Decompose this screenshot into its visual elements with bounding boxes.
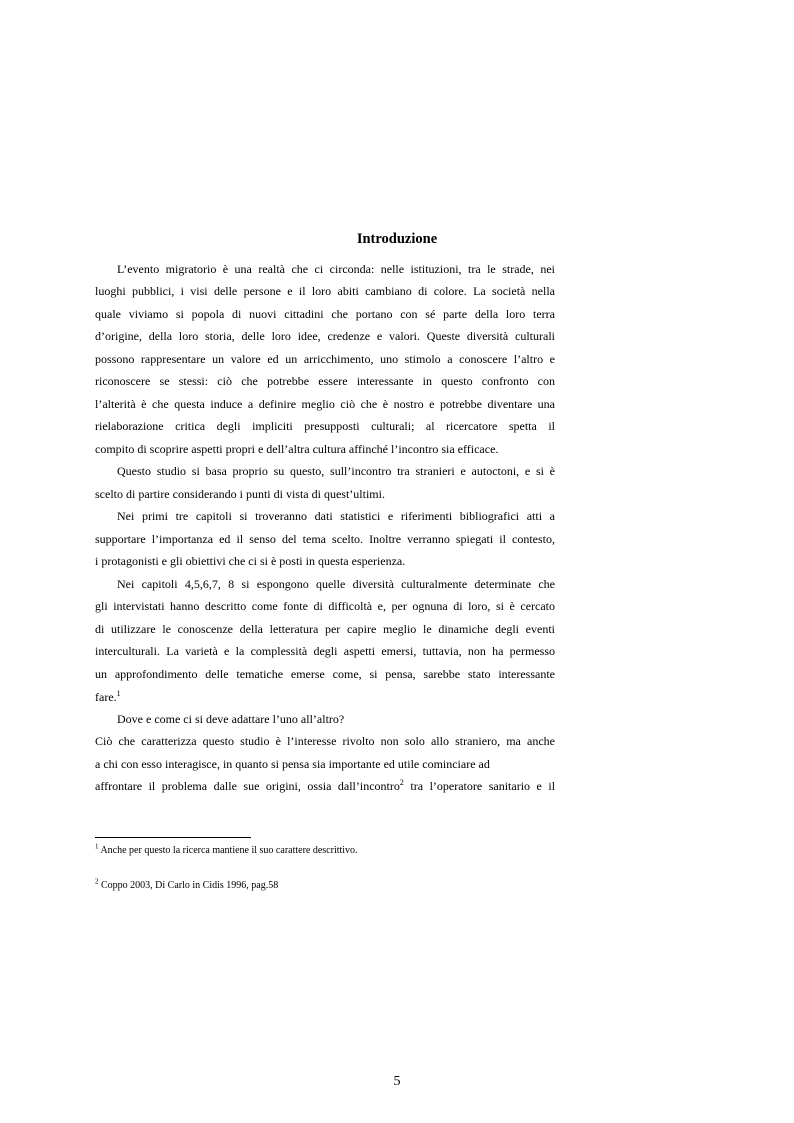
footnote-mark: 1 [95,842,99,851]
text-line: i protagonisti e gli obiettivi che ci si è posti in questa esperienza. [95,554,406,568]
text-line: Ciò che caratterizza questo studio è l’interesse rivolto non solo allo straniero, ma anche [95,734,555,748]
text-line: d’origine, della loro storia, delle loro idee, credenze e valori. Queste diversità culturali [95,329,555,343]
text-line: Questo studio si basa proprio su questo, sull’incontro tra stranieri e autoctoni, e si è [117,464,555,478]
text-fragment: affrontare il problema dalle sue origini, ossia dall’incontro [95,779,400,793]
text-line: L’evento migratorio è una realtà che ci circonda: nelle istituzioni, tra le strade, nei [117,262,555,276]
text-line: un approfondimento delle tematiche emerse come, si pensa, sarebbe stato interessante [95,667,555,681]
text-line: scelto di partire considerando i punti di vista di quest’ultimi. [95,487,385,501]
text-line: l’alterità è che questa induce a definire meglio ciò che è nostro e potrebbe diventare una [95,397,555,411]
text-line: di utilizzare le conoscenze della letteratura per capire meglio le dinamiche degli eventi [95,622,555,636]
text-line: gli intervistati hanno descritto come fonte di difficoltà e, per ognuna di loro, si è cercato [95,599,555,613]
page-title: Introduzione [356,231,438,247]
text-line: Dove e come ci si deve adattare l’uno all’altro? [117,712,345,726]
footnote-reference: 2 [399,778,404,787]
text-line: a chi con esso interagisce, in quanto si pensa sia importante ed utile cominciare ad [95,757,490,771]
text-line [95,690,121,704]
text-line: compito di scoprire aspetti propri e dell’altra cultura affinché l’incontro sia efficace. [95,442,499,456]
text-line: Nei capitoli 4,5,6,7, 8 si espongono quelle diversità culturalmente determinate che [117,577,555,591]
footnote-separator [95,837,251,838]
footnote [95,877,279,892]
footnote-reference: 1 [116,689,121,698]
text-line: supportare l’importanza ed il senso del tema scelto. Inoltre verranno spiegati il contesto, [95,532,555,546]
footnote [95,842,358,857]
footnote-text: Anche per questo la ricerca mantiene il suo carattere descrittivo. [100,845,358,856]
footnote-text: Coppo 2003, Di Carlo in Cidis 1996, pag.58 [101,880,279,891]
text-line: interculturali. La varietà e la complessità degli aspetti emersi, tuttavia, non ha permesso [95,644,555,658]
text-line: riconoscere se stessi: ciò che potrebbe essere interessante in questo confronto con [95,374,555,388]
text-fragment: tra l’operatore sanitario e il [410,779,556,793]
text-line: quale viviamo si popola di nuovi cittadini che portano con sé parte della loro terra [95,307,555,321]
text-line [95,779,555,793]
page-number: 5 [393,1074,401,1089]
text-fragment: fare. [95,690,117,704]
text-line: Nei primi tre capitoli si troveranno dati statistici e riferimenti bibliografici atti a [117,509,555,523]
text-line: possono rappresentare un valore ed un arricchimento, uno stimolo a conoscere l’altro e [95,352,555,366]
text-line: rielaborazione critica degli impliciti presupposti culturali; al ricercatore spetta il [95,419,555,433]
text-line: luoghi pubblici, i visi delle persone e il loro abiti cambiano di colore. La società nella [95,284,555,298]
footnote-mark: 2 [95,877,99,886]
